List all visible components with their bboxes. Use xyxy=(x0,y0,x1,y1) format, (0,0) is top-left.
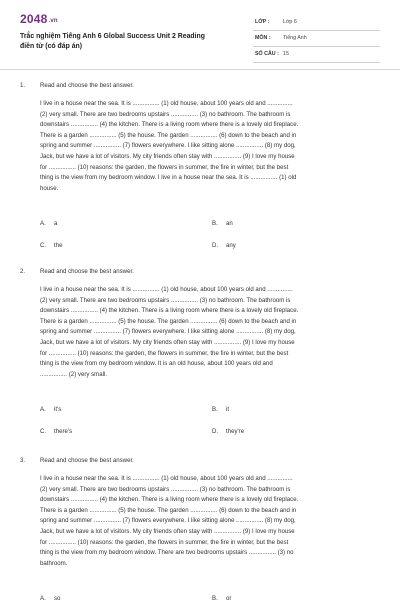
passage-line: I live in a house near the sea. It is ................ (1) old house, about 100 years old and ............... xyxy=(40,286,293,293)
meta-key: MÔN : xyxy=(255,35,271,41)
question-number: 1. xyxy=(20,82,26,89)
meta-key: LỚP : xyxy=(255,19,270,25)
meta-key: SỐ CÂU : xyxy=(255,51,279,57)
passage-line: for ................ (10) reasons: the garden, the flowers in summer, the fire in winter, but the best xyxy=(40,163,289,171)
option-letter: B. xyxy=(212,220,218,227)
option-a[interactable] xyxy=(40,406,61,413)
question-passage xyxy=(40,99,380,194)
page-header xyxy=(0,0,400,62)
meta-table xyxy=(253,15,380,63)
option-d[interactable] xyxy=(212,428,244,435)
passage-line: spring and summer ................ (7) flowers everywhere. I like sitting alone ................ (8) my dog, xyxy=(40,142,296,150)
question-prompt: Read and choose the best answer. xyxy=(40,457,134,464)
question-passage xyxy=(40,285,380,380)
passage-line: There is a garden ................ (5) the house. The garden ................ (6) down to the beach and in xyxy=(40,506,297,514)
option-letter: D. xyxy=(212,242,219,249)
option-text: it's xyxy=(54,406,62,413)
meta-value: Lớp 6 xyxy=(283,19,297,25)
option-text: so xyxy=(54,595,61,600)
option-d[interactable] xyxy=(212,242,236,249)
option-text: they're xyxy=(226,428,245,435)
meta-row-count xyxy=(253,47,380,63)
question-passage xyxy=(40,474,380,569)
question-number: 3. xyxy=(20,457,26,464)
option-letter: C. xyxy=(40,428,47,435)
option-letter: A. xyxy=(40,595,46,600)
option-letter: A. xyxy=(40,406,46,413)
option-b[interactable] xyxy=(212,595,231,600)
option-text: an xyxy=(226,220,233,227)
passage-line: downstairs ................ (4) the kitchen. There is a living room where there is a lovely old fireplace. xyxy=(40,496,299,504)
meta-row-class xyxy=(253,15,380,31)
option-a[interactable] xyxy=(40,220,57,227)
passage-line: spring and summer ................ (7) flowers everywhere. I like sitting alone ................ (8) my dog, xyxy=(40,517,296,525)
passage-line: ................ (2) very small. xyxy=(40,370,108,378)
site-logo[interactable] xyxy=(20,12,58,26)
logo-sub: .vn xyxy=(48,18,58,24)
option-letter: C. xyxy=(40,242,47,249)
option-text: it xyxy=(226,406,230,413)
question-number: 2. xyxy=(20,268,26,275)
meta-row-subject xyxy=(253,31,380,47)
question-prompt: Read and choose the best answer. xyxy=(40,268,134,275)
question-prompt: Read and choose the best answer. xyxy=(40,82,134,89)
passage-line: (2) very small. There are two bedrooms upstairs ................ (3) no bathroom. The bathroom is xyxy=(40,110,291,118)
option-text: a xyxy=(54,220,58,227)
option-b[interactable] xyxy=(212,406,229,413)
passage-line: spring and summer ................ (7) flowers everywhere. I like sitting alone ................ (8) my dog, xyxy=(40,328,296,336)
option-letter: B. xyxy=(212,595,218,600)
option-c[interactable] xyxy=(40,428,72,435)
passage-line: I live in a house near the sea. It is ................ (1) old house, about 100 years old and ............... xyxy=(40,475,293,482)
passage-line: thing is the view from my bedroom window. There are two bedrooms upstairs ................ (3) no xyxy=(40,549,294,557)
passage-line: I live in a house near the sea. It is ................ (1) old house, about 100 years old and ............... xyxy=(40,100,293,107)
option-b[interactable] xyxy=(212,220,233,227)
option-c[interactable] xyxy=(40,242,62,249)
option-text: or xyxy=(226,595,232,600)
passage-line: Jack, but we have a lot of visitors. My city friends often stay with ................ (9) I love my house xyxy=(40,152,295,160)
passage-line: There is a garden ................ (5) the house. The garden ................ (6) down to the beach and in xyxy=(40,131,297,139)
passage-line: (2) very small. There are two bedrooms upstairs ................ (3) no bathroom. The bathroom is xyxy=(40,296,291,304)
option-text: the xyxy=(54,242,63,249)
passage-line: thing is the view from my bedroom window. I live in a house near the sea. It is ................ (1) old xyxy=(40,174,297,182)
header-divider xyxy=(0,69,400,70)
meta-value: Tiếng Anh xyxy=(283,35,307,41)
passage-line: (2) very small. There are two bedrooms upstairs ................ (3) no bathroom. The bathroom is xyxy=(40,485,291,493)
passage-line: downstairs ................ (4) the kitchen. There is a living room where there is a lovely old fireplace. xyxy=(40,307,299,315)
option-letter: A. xyxy=(40,220,46,227)
passage-line: house. xyxy=(40,184,59,192)
option-text: any xyxy=(226,242,236,249)
passage-line: There is a garden ................ (5) the house. The garden ................ (6) down to the beach and in xyxy=(40,317,297,325)
title-line-1: Trắc nghiệm Tiếng Anh 6 Global Success Unit 2 Reading xyxy=(20,33,205,40)
passage-line: thing is the view from my bedroom window. It is an old house, about 100 years old and xyxy=(40,360,273,368)
title-line-2: điền từ (có đáp án) xyxy=(20,43,83,50)
option-letter: B. xyxy=(212,406,218,413)
passage-line: bathroom. xyxy=(40,559,68,567)
passage-line: downstairs ................ (4) the kitchen. There is a living room where there is a lovely old fireplace. xyxy=(40,121,299,129)
option-a[interactable] xyxy=(40,595,60,600)
passage-line: for ................ (10) reasons: the garden, the flowers in summer, the fire in winter, but the best xyxy=(40,349,289,357)
option-letter: D. xyxy=(212,428,219,435)
passage-line: Jack, but we have a lot of visitors. My city friends often stay with ................ (9) I love my house xyxy=(40,338,295,346)
page-title xyxy=(20,32,235,52)
meta-value: 15 xyxy=(283,51,289,57)
option-text: there's xyxy=(54,428,73,435)
logo-main: 2048 xyxy=(20,12,48,26)
passage-line: Jack, but we have a lot of visitors. My city friends often stay with ................ (9) I love my house xyxy=(40,527,295,535)
passage-line: for ................ (10) reasons: the garden, the flowers in summer, the fire in winter, but the best xyxy=(40,538,289,546)
